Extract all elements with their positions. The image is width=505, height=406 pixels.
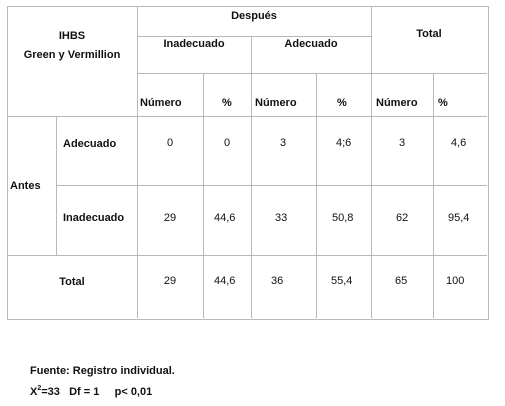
row-label-inadecuado: Inadecuado [63,212,125,224]
row-label-antes: Antes [10,180,41,192]
header-numero: Número [140,97,182,109]
header-despues: Después [231,10,277,22]
header-pct: % [222,97,232,109]
grid-line [316,73,317,318]
grid-line [137,6,138,318]
table-cell: 62 [396,212,409,224]
source-note: Fuente: Registro individual. [30,365,175,377]
header-numero: Número [255,97,297,109]
table-cell: 29 [163,212,177,224]
grid-line [251,36,252,318]
table-cell: 0 [166,137,174,149]
header-numero: Número [376,97,418,109]
table-cell: 100 [446,275,465,287]
chi-square-note: $X^2=33$ Df = 1 p< 0,01 [30,385,153,398]
table-cell: 55,4 [331,275,353,287]
grid-line [433,73,434,318]
table-cell: 50,8 [332,212,354,224]
header-adecuado: Adecuado [284,38,338,50]
table-cell: 65 [395,275,408,287]
grid-line [7,255,487,256]
grid-line [7,116,487,117]
header-pct: % [438,97,448,109]
header-total: Total [416,28,442,40]
table-cell: 29 [163,275,177,287]
grid-line [137,36,371,37]
grid-line [56,116,57,255]
table-cell: 44,6 [214,212,236,224]
header-inadecuado: Inadecuado [163,38,225,50]
table-cell: 0 [223,137,231,149]
grid-line [137,73,487,74]
table-cell: 33 [275,212,288,224]
grid-line [56,185,487,186]
table-cell: 4;6 [336,137,352,149]
header-ihbs: IHBS [58,30,86,42]
grid-line [203,73,204,318]
table-cell: 44,6 [214,275,236,287]
row-label-adecuado: Adecuado [63,138,117,150]
table-cell: 4,6 [451,137,467,149]
header-index-name: Green y Vermillion [23,49,121,61]
table-cell: 95,4 [448,212,470,224]
row-label-total: Total [59,276,85,288]
table-cell: 3 [280,137,287,149]
table-cell: 3 [399,137,406,149]
header-pct: % [337,97,347,109]
table-cell: 36 [271,275,284,287]
grid-line [371,6,372,318]
